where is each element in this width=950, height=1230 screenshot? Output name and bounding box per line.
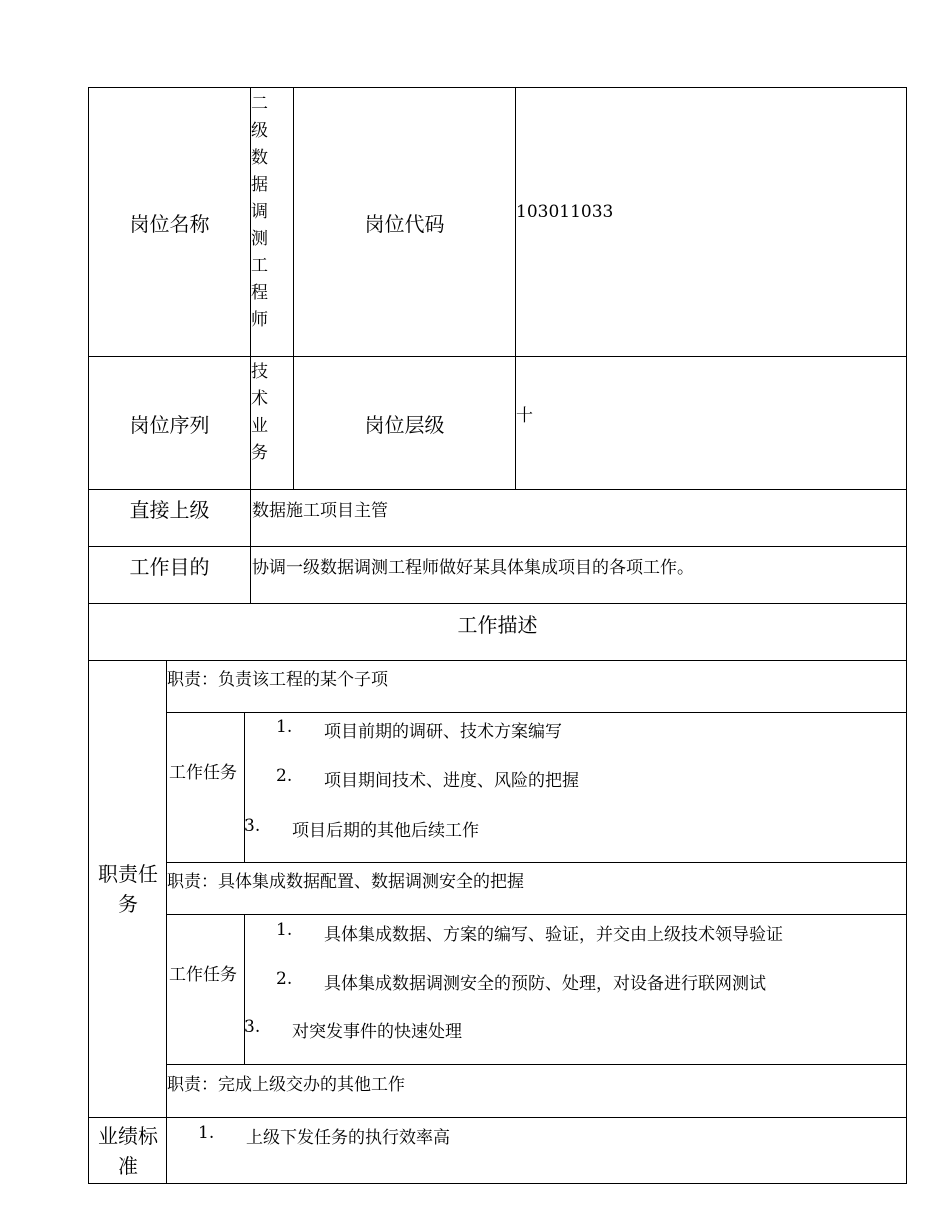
row-divider — [166, 712, 907, 713]
task-number: 2. — [276, 969, 293, 989]
task-number: 1. — [276, 717, 293, 737]
row-divider — [166, 914, 907, 915]
superior-value: 数据施工项目主管 — [252, 501, 388, 521]
duty-title: 职责：具体集成数据配置、数据调测安全的把握 — [167, 872, 524, 892]
task-number: 2. — [276, 766, 293, 786]
row-divider — [166, 1064, 907, 1065]
post-sequence-value: 技术业务 — [251, 362, 268, 463]
row-divider — [88, 489, 907, 490]
column-divider — [244, 712, 245, 863]
task-number: 3. — [244, 816, 261, 836]
description-header: 工作描述 — [457, 613, 538, 637]
performance-text: 上级下发任务的执行效率高 — [246, 1128, 450, 1148]
superior-label: 直接上级 — [129, 498, 210, 522]
row-divider — [166, 862, 907, 863]
post-sequence-label: 岗位序列 — [129, 412, 210, 437]
task-text: 对突发事件的快速处理 — [292, 1022, 462, 1042]
task-number: 1. — [276, 920, 293, 940]
duties-label: 职责任务 — [98, 862, 158, 916]
post-level-label: 岗位层级 — [364, 412, 445, 437]
post-level-value: 十 — [516, 406, 533, 426]
table-border — [906, 87, 907, 1184]
table-border — [88, 1183, 907, 1184]
other-duty: 职责：完成上级交办的其他工作 — [167, 1075, 405, 1095]
column-divider — [515, 87, 516, 490]
task-text: 项目期间技术、进度、风险的把握 — [324, 771, 579, 791]
task-label: 工作任务 — [169, 762, 237, 783]
purpose-label: 工作目的 — [129, 555, 210, 579]
row-divider — [88, 1117, 907, 1118]
column-divider — [166, 660, 167, 1184]
task-label: 工作任务 — [169, 964, 237, 985]
performance-number: 1. — [198, 1123, 215, 1143]
task-text: 具体集成数据调测安全的预防、处理，对设备进行联网测试 — [324, 974, 766, 994]
task-text: 具体集成数据、方案的编写、验证，并交由上级技术领导验证 — [324, 925, 783, 945]
task-number: 3. — [244, 1017, 261, 1037]
post-name-label: 岗位名称 — [129, 211, 210, 236]
post-name-value: 二级数据调测工程师 — [251, 94, 268, 330]
purpose-value: 协调一级数据调测工程师做好某具体集成项目的各项工作。 — [252, 558, 694, 578]
row-divider — [88, 660, 907, 661]
row-divider — [88, 603, 907, 604]
performance-label: 业绩标准 — [98, 1123, 158, 1178]
task-text: 项目前期的调研、技术方案编写 — [324, 722, 562, 742]
post-code-label: 岗位代码 — [364, 211, 445, 236]
row-divider — [88, 546, 907, 547]
duty-title: 职责：负责该工程的某个子项 — [167, 670, 388, 690]
post-code-value: 103011033 — [516, 202, 614, 222]
column-divider — [244, 914, 245, 1065]
task-text: 项目后期的其他后续工作 — [292, 821, 479, 841]
